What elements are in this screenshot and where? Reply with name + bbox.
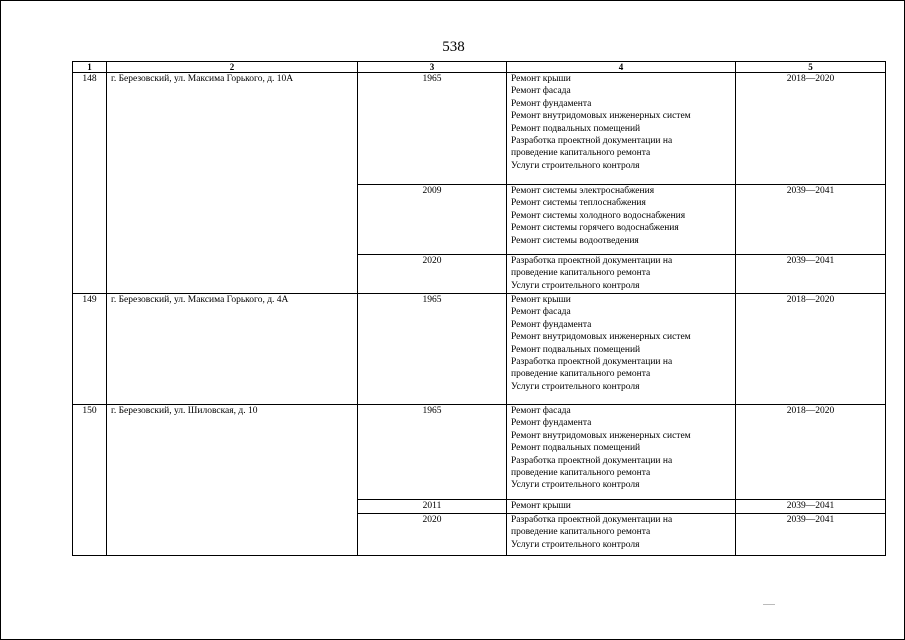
building-address: г. Березовский, ул. Максима Горького, д. 4А [107, 294, 358, 405]
work-item: Услуги строительного контроля [511, 381, 640, 392]
work-item: Ремонт подвальных помещений [511, 443, 641, 454]
year-cell: 1965 [358, 405, 507, 500]
table-body [73, 73, 886, 556]
work-item: проведение капитального ремонта [511, 527, 651, 538]
period-cell: 2039—2041 [736, 500, 886, 514]
table-row [73, 405, 886, 500]
work-item: Ремонт системы горячего водоснабжения [511, 223, 679, 234]
work-item: проведение капитального ремонта [511, 468, 651, 479]
work-item: Ремонт крыши [511, 74, 571, 84]
work-item: проведение капитального ремонта [511, 369, 651, 380]
work-item: Ремонт системы водоотведения [511, 235, 639, 246]
page-number: 538 [442, 39, 465, 55]
work-item: Услуги строительного контроля [511, 280, 640, 291]
year-cell: 2009 [358, 185, 507, 255]
period-cell: 2039—2041 [736, 255, 886, 294]
work-item: Ремонт внутридомовых инженерных систем [511, 332, 691, 343]
year-cell: 2020 [358, 514, 507, 556]
work-item: Ремонт подвальных помещений [511, 123, 641, 134]
scan-artifact [763, 604, 775, 605]
work-item: Ремонт фасада [511, 86, 571, 97]
work-item: Ремонт фасада [511, 406, 571, 416]
column-header-5: 5 [736, 62, 886, 73]
works-cell [507, 185, 736, 255]
work-item: Ремонт фундамента [511, 98, 592, 109]
building-address: г. Березовский, ул. Шиловская, д. 10 [107, 405, 358, 556]
work-item: Ремонт фундамента [511, 319, 592, 330]
work-item: Услуги строительного контроля [511, 539, 640, 550]
works-cell [507, 73, 736, 185]
period-cell: 2039—2041 [736, 514, 886, 556]
repair-schedule-table [72, 61, 886, 556]
year-cell: 1965 [358, 73, 507, 185]
work-item: Разработка проектной документации на [511, 136, 673, 147]
work-item: проведение капитального ремонта [511, 148, 651, 159]
work-item: Ремонт фасада [511, 307, 571, 318]
period-cell: 2018—2020 [736, 405, 886, 500]
period-cell: 2018—2020 [736, 294, 886, 405]
work-item: Разработка проектной документации на [511, 515, 673, 525]
row-number: 150 [73, 405, 107, 556]
period-cell: 2018—2020 [736, 73, 886, 185]
column-header-4: 4 [507, 62, 736, 73]
work-item: Разработка проектной документации на [511, 357, 673, 368]
works-cell [507, 255, 736, 294]
column-header-3: 3 [358, 62, 507, 73]
period-cell: 2039—2041 [736, 185, 886, 255]
works-cell [507, 294, 736, 405]
work-item: Ремонт крыши [511, 501, 571, 511]
row-number: 148 [73, 73, 107, 294]
work-item: Разработка проектной документации на [511, 455, 673, 466]
work-item: Ремонт внутридомовых инженерных систем [511, 111, 691, 122]
work-item: Услуги строительного контроля [511, 480, 640, 491]
work-item: проведение капитального ремонта [511, 268, 651, 279]
year-cell: 2020 [358, 255, 507, 294]
works-cell [507, 514, 736, 556]
header-row [73, 62, 886, 73]
work-item: Услуги строительного контроля [511, 160, 640, 171]
table-row [73, 73, 886, 185]
work-item: Ремонт подвальных помещений [511, 344, 641, 355]
column-header-1: 1 [73, 62, 107, 73]
work-item: Ремонт системы электроснабжения [511, 186, 655, 196]
work-item: Разработка проектной документации на [511, 256, 673, 266]
work-item: Ремонт внутридомовых инженерных систем [511, 430, 691, 441]
table-row [73, 294, 886, 405]
work-item: Ремонт системы холодного водоснабжения [511, 210, 686, 221]
work-item: Ремонт фундамента [511, 418, 592, 429]
column-header-2: 2 [107, 62, 358, 73]
works-cell [507, 405, 736, 500]
works-cell [507, 500, 736, 514]
row-number: 149 [73, 294, 107, 405]
year-cell: 2011 [358, 500, 507, 514]
building-address: г. Березовский, ул. Максима Горького, д. 10А [107, 73, 358, 294]
work-item: Ремонт крыши [511, 295, 571, 305]
work-item: Ремонт системы теплоснабжения [511, 198, 646, 209]
year-cell: 1965 [358, 294, 507, 405]
